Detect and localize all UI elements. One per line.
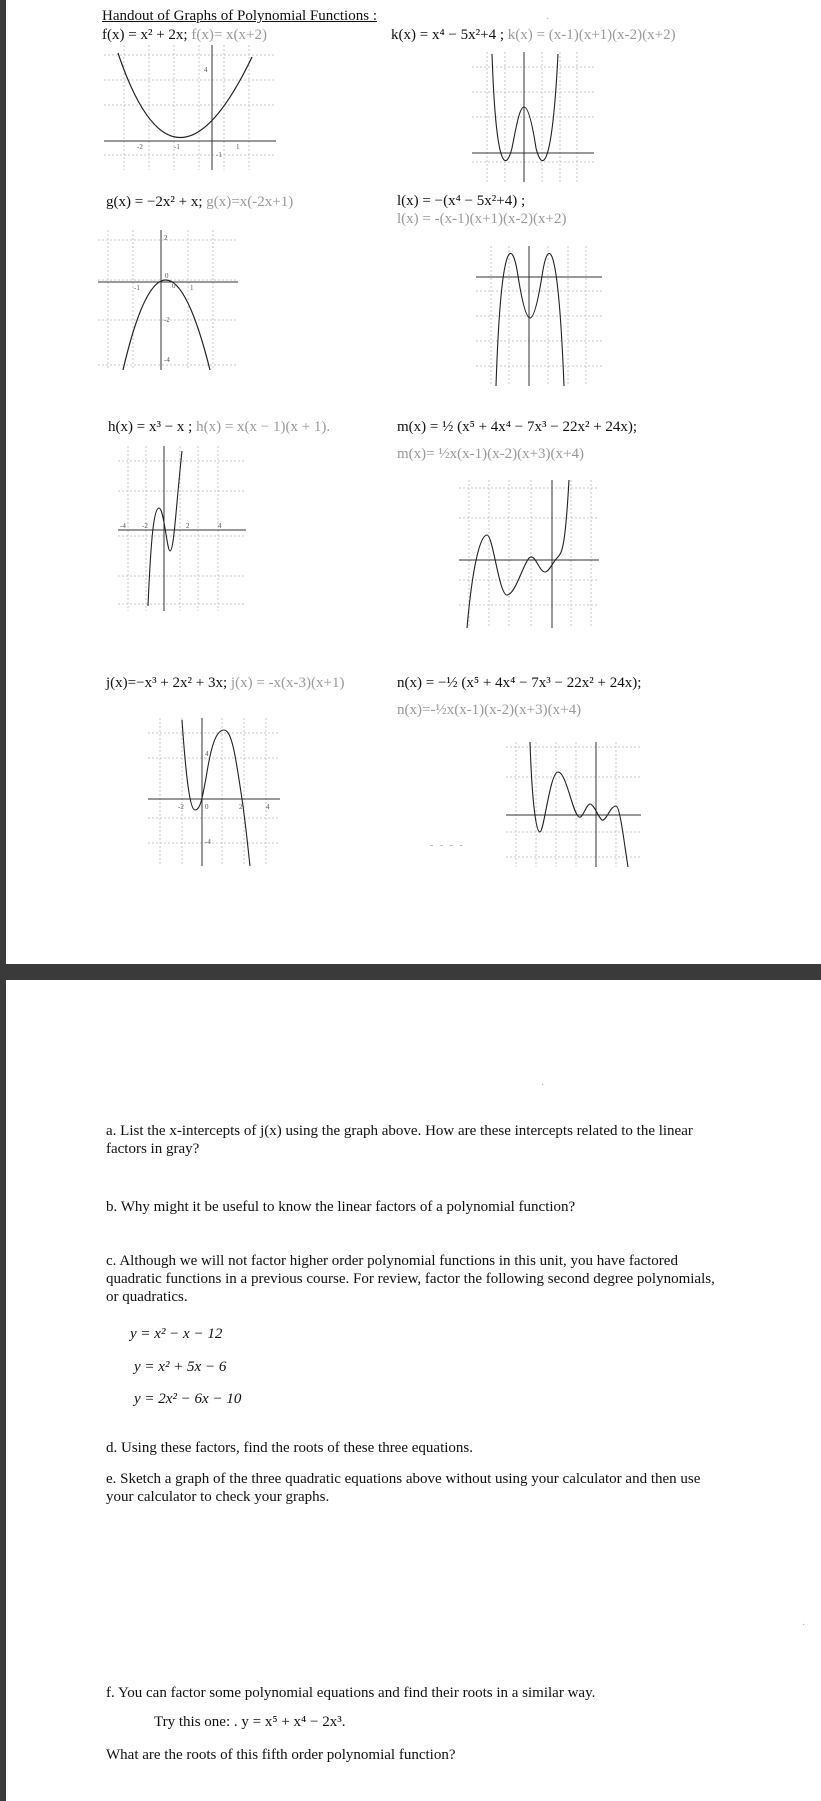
- function-h-factored: h(x) = x(x − 1)(x + 1).: [196, 419, 331, 435]
- graph-l: [476, 246, 602, 386]
- graph-g-tick: 0: [165, 272, 169, 280]
- function-g-formula: g(x) = −2x² + x;: [106, 194, 203, 210]
- question-e: e. Sketch a graph of the three quadratic equations above without using your calculator and then use your calculator to check your graphs.: [106, 1471, 701, 1505]
- function-f-factored: f(x)= x(x+2): [191, 27, 267, 43]
- question-b: b. Why might it be useful to know the linear factors of a polynomial function?: [106, 1199, 576, 1215]
- graph-h-tick: 4: [218, 522, 222, 530]
- handout-page-1: [6, 0, 821, 964]
- scan-speck: ·: [541, 1080, 545, 1091]
- graph-h-tick: 2: [186, 522, 190, 530]
- scan-speck: ·: [546, 14, 550, 25]
- function-f-label: [102, 27, 267, 44]
- question-f-roots: What are the roots of this fifth order polynomial function?: [106, 1747, 456, 1763]
- function-k-label: [391, 27, 676, 44]
- function-h-label: [108, 419, 330, 436]
- graph-h-tick: -4: [120, 522, 126, 530]
- function-g-label: [106, 194, 293, 211]
- graph-g: [98, 230, 238, 370]
- quadratic-equation-1: y = x² − x − 12: [130, 1326, 223, 1342]
- function-j-formula: j(x)=−x³ + 2x² + 3x;: [106, 675, 228, 691]
- graph-g-tick: 0: [172, 282, 176, 290]
- graph-g-tick: -2: [164, 316, 170, 324]
- function-m-formula: m(x) = ½ (x⁵ + 4x⁴ − 7x³ − 22x² + 24x);: [397, 419, 638, 435]
- question-d: d. Using these factors, find the roots of these three equations.: [106, 1440, 473, 1456]
- question-f: f. You can factor some polynomial equations and find their roots in a similar way.: [106, 1685, 596, 1701]
- scan-speck: - - - -: [430, 840, 465, 851]
- scan-speck: ·: [802, 1620, 806, 1631]
- graph-f-tick: -1: [216, 151, 222, 159]
- quadratic-equation-2: y = x² + 5x − 6: [134, 1359, 227, 1375]
- function-l-formula: l(x) = −(x⁴ − 5x²+4) ;: [397, 193, 526, 209]
- graph-f-tick: -1: [174, 143, 180, 151]
- graph-f: [104, 45, 276, 170]
- handout-title: Handout of Graphs of Polynomial Functions :: [102, 8, 377, 24]
- quadratic-equation-3: y = 2x² − 6x − 10: [134, 1391, 242, 1407]
- graph-j-tick: 2: [239, 803, 243, 811]
- graph-j-tick: -2: [178, 803, 184, 811]
- function-g-factored: g(x)=x(-2x+1): [206, 194, 294, 210]
- question-a: a. List the x-intercepts of j(x) using the graph above. How are these intercepts related to the linear factors in gray?: [106, 1123, 693, 1157]
- function-j-factored: j(x) = -x(x-3)(x+1): [230, 675, 345, 691]
- graph-j-tick: 0: [205, 803, 209, 811]
- page-separator: [6, 964, 821, 980]
- graph-g-tick: -4: [164, 356, 170, 364]
- question-f-try: Try this one: . y = x⁵ + x⁴ − 2x³.: [154, 1714, 346, 1730]
- graph-f-tick: -2: [137, 143, 143, 151]
- graph-j-tick: 4: [266, 803, 270, 811]
- graph-f-tick: 1: [236, 143, 240, 151]
- function-l-factored: l(x) = -(x-1)(x+1)(x-2)(x+2): [397, 211, 567, 227]
- function-n-formula: n(x) = −½ (x⁵ + 4x⁴ − 7x³ − 22x² + 24x);: [397, 675, 642, 691]
- graph-h-tick: -2: [142, 522, 148, 530]
- function-j-label: [106, 675, 344, 692]
- graph-g-tick: -1: [134, 284, 140, 292]
- graph-k: [472, 52, 594, 182]
- handout-page-2: [6, 980, 821, 1801]
- graph-f-tick: 4: [204, 66, 208, 74]
- graph-m: [459, 480, 599, 628]
- graph-j: [148, 718, 280, 866]
- graph-g-tick: 2: [164, 234, 168, 242]
- graph-h: [118, 446, 246, 611]
- function-m-factored: m(x)= ½x(x-1)(x-2)(x+3)(x+4): [397, 446, 584, 462]
- function-f-formula: f(x) = x² + 2x;: [102, 27, 188, 43]
- function-k-factored: k(x) = (x-1)(x+1)(x-2)(x+2): [507, 27, 676, 43]
- graph-j-tick: -4: [205, 838, 211, 846]
- graph-j-tick: 4: [205, 750, 209, 758]
- function-h-formula: h(x) = x³ − x ;: [108, 419, 193, 435]
- graph-n: [506, 742, 641, 867]
- function-n-factored: n(x)=-½x(x-1)(x-2)(x+3)(x+4): [397, 702, 582, 718]
- question-c: c. Although we will not factor higher order polynomial functions in this unit, you have factored quadratic functions in a previous course. For review, factor the following second degree polynomials, or quadratics.: [106, 1253, 715, 1305]
- function-k-formula: k(x) = x⁴ − 5x²+4 ;: [391, 27, 505, 43]
- graph-g-tick: 1: [190, 284, 194, 292]
